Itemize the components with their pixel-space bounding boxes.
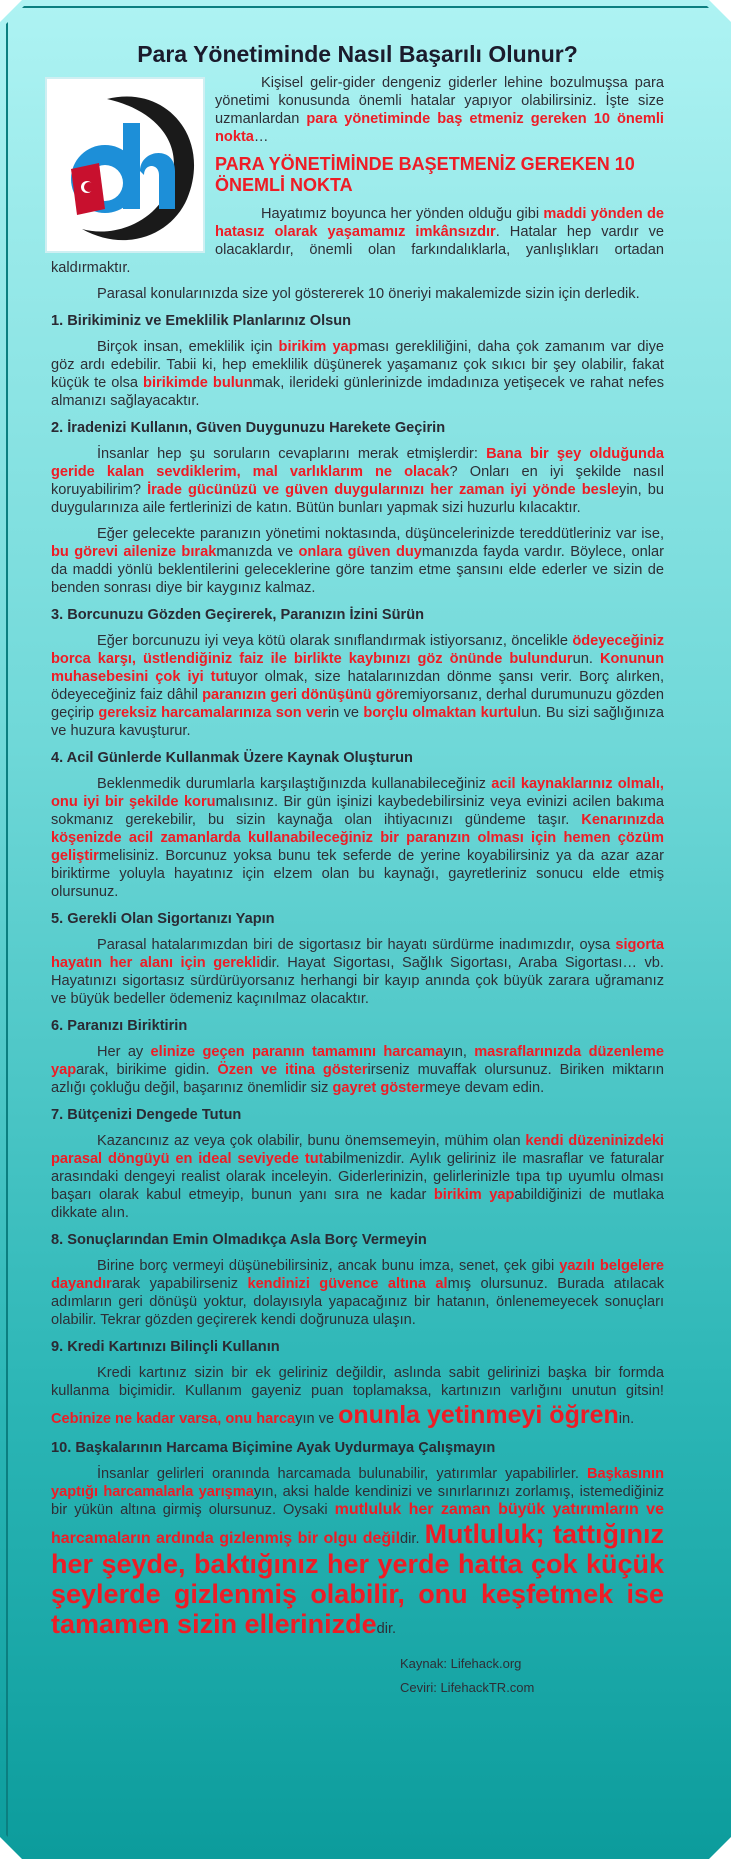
section-2-heading: 2. İradenizi Kullanın, Güven Duygunuzu Harekete Geçirin (51, 420, 446, 436)
paragraph-2: Parasal konularınızda size yol göstererek 10 öneriyi makalemizde sizin için derledik. (97, 286, 640, 302)
section-2-text-1: İnsanlar hep şu soruların cevaplarını merak etmişlerdir: Bana bir şey olduğunda geride kalan sevdiklerim, mal varlıklarım ne olacak? Onları en iyi şekilde nasıl koruyabilirim? İrade gücünüzü ve güven duygularınızı her zaman iyi yönde besleyin, bu duygularınıza aile fertlerinizi de katın. Bütün bunları yapmak sizi huzurlu kılacaktır. (51, 446, 664, 516)
intro-paragraph: Kişisel gelir-gider dengeniz giderler lehine bozulmuşsa para yönetimi konusunda önemli hatalar yapıyor olabilirsiniz. İşte size uzmanlardan para yönetiminde baş etmeniz gereken 10 önemli nokta… (215, 75, 664, 145)
section-3-heading: 3. Borcunuzu Gözden Geçirerek, Paranızın İzini Sürün (51, 607, 425, 623)
section-10-text: İnsanlar gelirleri oranında harcamada bulunabilir, yatırımlar yapabilirler. Başkasının yaptığı harcamalarla yarışmayın, aksi halde kendinizi ve sınırlarınızı zorlamış, istemediğiniz bir yükün altına girmiş olursunuz. Oysaki mutluluk her zaman büyük yatırımların ve harcamaların ardında gizlenmiş bir olgu değildir. Mutluluk; tattığınız her şeyde, baktığınız her yerde hatta çok küçük şeylerde gizlenmiş olabilir, onu keşfetmek ise tamamen sizin ellerinizdedir. (51, 1466, 665, 1639)
subtitle: PARA YÖNETİMİNDE BAŞETMENİZ GEREKEN 10 ÖNEMLİ NOKTA (215, 154, 635, 195)
translation-credit: Ceviri: LifehackTR.com (400, 1680, 535, 1695)
section-9-heading: 9. Kredi Kartınızı Bilinçli Kullanın (51, 1339, 280, 1355)
section-5-heading: 5. Gerekli Olan Sigortanızı Yapın (51, 911, 275, 927)
section-6-heading: 6. Paranızı Biriktirin (51, 1018, 188, 1034)
paragraph-1: Hayatımız boyunca her yönden olduğu gibi maddi yönden de hatasız olarak yaşamamız imkânsızdır. Hatalar hep vardır ve olacaklardır, önemli olan farkındalıklarla, yanlışlıkları ortadan kaldırmaktır. (51, 206, 664, 276)
logo-graphic (47, 79, 203, 251)
section-10-heading: 10. Başkalarının Harcama Biçimine Ayak Uydurmaya Çalışmayın (51, 1440, 496, 1456)
credits (400, 1655, 664, 1697)
section-7-text: Kazancınız az veya çok olabilir, bunu önemsemeyin, mühim olan kendi düzeninizdeki parasal döngüyü en ideal seviyede tutabilmenizdir. Aylık geliriniz ile masraflar ve faturalar arasındaki dengeyi realist olarak inceleyin. Giderlerinizin, gelirlerinizle tıpa tıp uyumlu olması başarı olarak kabul etmeyip, bunun yanı sıra ne kadar birikim yapabildiğinizi de mutlaka dikkate alın. (51, 1133, 664, 1221)
page-title: Para Yönetiminde Nasıl Başarılı Olunur? (137, 41, 578, 67)
section-1-heading: 1. Birikiminiz ve Emeklilik Planlarınız Olsun (51, 313, 352, 329)
section-2-text-2: Eğer gelecekte paranızın yönetimi noktasında, düşüncelerinizde tereddütleriniz var ise, bu görevi ailenize bırakmanızda ve onlara güven duymanızda fayda vardır. Böylece, onlar da maddi yönlü beklentilerini geleceklerine göre tanzim etme şansını elde ederler ve sizin de benden sonrası diye bir kaygınız kalmaz. (51, 526, 665, 596)
section-6-text: Her ay elinize geçen paranın tamamını harcamayın, masraflarınızda düzenleme yaparak, birikime gidin. Özen ve itina gösterirseniz muvaffak olursunuz. Biriken miktarın azlığı çokluğu değil, başarınız önemlidir siz gayret göstermeye devam edin. (51, 1044, 664, 1096)
section-1-text: Birçok insan, emeklilik için birikim yapması gerekliliğini, daha çok zamanım var diye göz ardı edebilir. Tabii ki, hep emeklilik düşünerek yaşamanız çok sıkıcı bir şey olabilir, fakat küçük te olsa birikimde bulunmak, ilerideki günlerinizde imdadınıza yetişecek ve rahat nefes almanızı sağlayacaktır. (51, 339, 664, 409)
section-4-text: Beklenmedik durumlarla karşılaştığınızda kullanabileceğiniz acil kaynaklarınız olmalı, onu iyi bir şekilde korumalısınız. Bir gün işinizi kaybedebilirsiniz veya evinizi acilen bakıma sokmanız gerekebilir, bu sizin kaynağa olan ihtiyacınızı gündeme taşır. Kenarınızda köşenizde acil zamanlarda kullanabileceğiniz bir paranızın olması için hemen çözüm geliştirmelisiniz. Borcunuz yoksa bunu tek seferde de yerine koyabilirsiniz ya da azar azar biriktirme yoluyla hayatınız için elzem olan bu kaynağı, gayretleriniz sonucu elde etmiş olursunuz. (51, 776, 665, 900)
dh-logo-icon (45, 77, 205, 253)
section-3-text: Eğer borcunuzu iyi veya kötü olarak sınıflandırmak istiyorsanız, öncelikle ödeyeceğiniz borca karşı, üstlendiğiniz faiz ile birlikte kaybınızı göz önünde bulundurun. Konunun muhasebesini çok iyi tutuyor olmak, size hatalarınızdan dönme şansı verir. Borç alırken, ödeyeceğiniz faiz dâhil paranızın geri dönüşünü göremiyorsanız, derhal durumunuzu gözden geçirip gereksiz harcamalarınıza son verin ve borçlu olmaktan kurtulun. Bu sizi sağlığınıza ve huzura kavuşturur. (51, 633, 664, 739)
section-9-text: Kredi kartınız sizin bir ek geliriniz değildir, aslında sabit gelirinizi başka bir formda kullanma biçimidir. Kullanım gayeniz puan toplamaksa, kartınızın varlığını unutun gitsin! Cebinize ne kadar varsa, onu harcayın ve onunla yetinmeyi öğrenin. (51, 1365, 664, 1429)
source-credit: Kaynak: Lifehack.org (400, 1656, 522, 1671)
section-5-text: Parasal hatalarımızdan biri de sigortasız bir hayatı sürdürme inadımızdır, oysa sigorta hayatın her alanı için gereklidir. Hayat Sigortası, Sağlık Sigortası, Araba Sigortası… vb. Hayatınızı sigortasız sürdürüyorsanız herhangi bir kayıp anında çok büyük zarara uğramanız ve büyük bedeller ödemeniz kaçınılmaz olacaktır. (51, 937, 664, 1007)
section-8-text: Birine borç vermeyi düşünebilirsiniz, ancak bunu imza, senet, çek gibi yazılı belgelere dayandırarak yapabilirseniz kendinizi güvence altına almış olursunuz. Burada atılacak adımların geri dönüşü yoktur, dolayısıyla yapacağınız bir hatanın, önlenemeyecek sonuçları olabilir. Tekrar gözden geçirerek kendi doğrunuza ulaşın. (51, 1258, 664, 1328)
section-8-heading: 8. Sonuçlarından Emin Olmadıkça Asla Borç Vermeyin (51, 1232, 427, 1248)
section-4-heading: 4. Acil Günlerde Kullanmak Üzere Kaynak Oluşturun (51, 750, 413, 766)
section-7-heading: 7. Bütçenizi Dengede Tutun (51, 1107, 242, 1123)
article (51, 40, 664, 1703)
